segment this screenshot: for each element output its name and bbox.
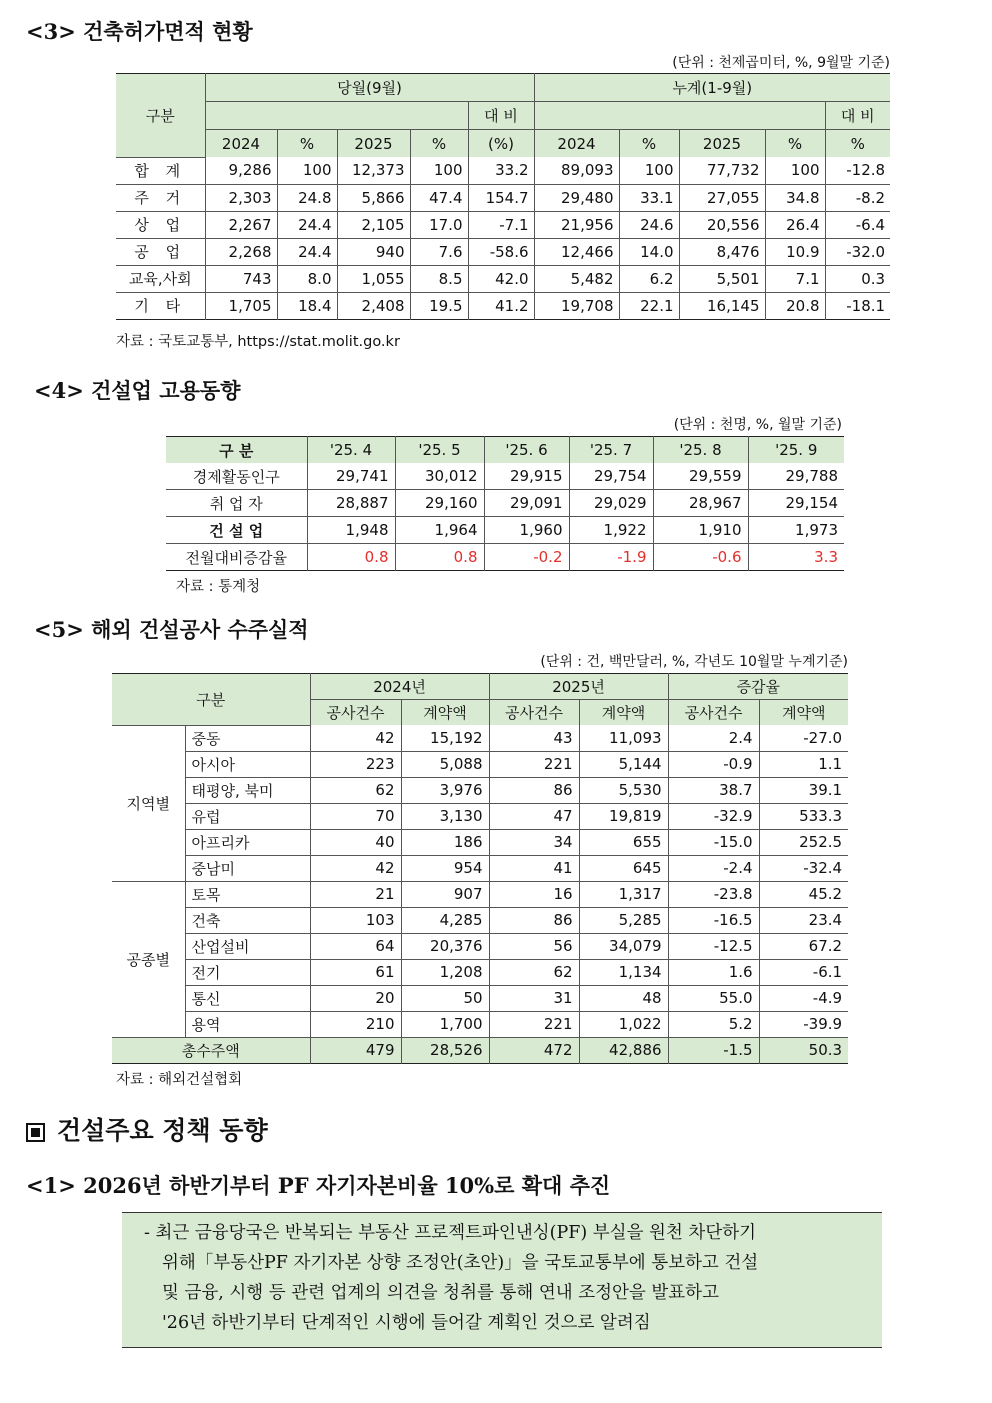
row-label: 취 업 자 [166, 490, 307, 517]
row-label: 중동 [185, 725, 310, 751]
table-cell: 29,788 [748, 463, 844, 490]
row-label: 산업설비 [185, 933, 310, 959]
policy-line: - 최근 금융당국은 반복되는 부동산 프로젝트파인낸싱(PF) 부실을 원천 차단하기 [144, 1223, 757, 1243]
policy-subtitle: <1> 2026년 하반기부터 PF 자기자본비율 10%로 확대 추진 [26, 1173, 611, 1198]
header-year-2025: 2025년 [489, 674, 668, 700]
table-cell: 5,144 [579, 751, 668, 777]
table-row [112, 1011, 848, 1037]
table-cell: 479 [310, 1037, 401, 1063]
header-daebi-pct: (%) [468, 130, 534, 158]
policy-title [26, 1111, 268, 1147]
table-cell: -16.5 [668, 907, 759, 933]
row-label: 합 계 [116, 157, 205, 184]
table-cell: 77,732 [679, 157, 765, 184]
table-cell: 23.4 [759, 907, 848, 933]
table-cell: 86 [489, 777, 579, 803]
table-cell: 1.1 [759, 751, 848, 777]
header-pct: % [765, 130, 825, 158]
table-cell: 907 [401, 881, 489, 907]
table-cell: 42 [310, 855, 401, 881]
section-3-title: <3> 건축허가면적 현황 [26, 19, 253, 44]
table-cell: 1,910 [653, 517, 748, 544]
header-2025: 2025 [679, 130, 765, 158]
row-label: 기 타 [116, 292, 205, 319]
table-header: '25. 9 [748, 437, 844, 464]
table-cell: -58.6 [468, 238, 534, 265]
table-cell: 2,267 [205, 211, 277, 238]
filled-square-icon [26, 1123, 45, 1142]
table-cell: 29,559 [653, 463, 748, 490]
row-label: 상 업 [116, 211, 205, 238]
table-cell: 48 [579, 985, 668, 1011]
row-label: 교육,사회 [116, 265, 205, 292]
table-cell: -1.9 [569, 544, 653, 571]
header-daebi-cum: 대 비 [825, 102, 890, 130]
table-cell: 5,088 [401, 751, 489, 777]
header-2025: 2025 [337, 130, 410, 158]
section-4-title: <4> 건설업 고용동향 [34, 378, 241, 403]
table-cell: -32.4 [759, 855, 848, 881]
table-subheader: 공사건수 [668, 700, 759, 726]
table-cell: 42,886 [579, 1037, 668, 1063]
table-cell: 1,922 [569, 517, 653, 544]
header-2024: 2024 [205, 130, 277, 158]
header-2024: 2024 [534, 130, 619, 158]
header-change: 증감율 [668, 674, 848, 700]
table-cell: 1.6 [668, 959, 759, 985]
table-cell: 1,705 [205, 292, 277, 319]
table-cell: 20,556 [679, 211, 765, 238]
table-cell: -7.1 [468, 211, 534, 238]
header-daebi-month: 대 비 [468, 102, 534, 130]
table-cell: 19,819 [579, 803, 668, 829]
row-label: 아프리카 [185, 829, 310, 855]
table-cell: 39.1 [759, 777, 848, 803]
section-3-unit: (단위 : 천제곱미터, %, 9월말 기준) [672, 55, 890, 71]
table-cell: 22.1 [619, 292, 679, 319]
table-cell: -39.9 [759, 1011, 848, 1037]
group-label: 공종별 [112, 881, 185, 1037]
table-cell: 1,134 [579, 959, 668, 985]
table-cell: 4,285 [401, 907, 489, 933]
table-row [112, 777, 848, 803]
row-label: 유럽 [185, 803, 310, 829]
table-row [166, 544, 844, 571]
row-label: 전월대비증감율 [166, 544, 307, 571]
table-cell: -0.6 [653, 544, 748, 571]
table-cell: 70 [310, 803, 401, 829]
table-cell: 5,482 [534, 265, 619, 292]
table-cell: 29,915 [484, 463, 569, 490]
table-row [112, 907, 848, 933]
section-5-unit: (단위 : 건, 백만달러, %, 각년도 10월말 누계기준) [540, 654, 848, 670]
table-cell: 24.8 [277, 184, 337, 211]
table-cell: 26.4 [765, 211, 825, 238]
table-cell: 16 [489, 881, 579, 907]
table-cell: 16,145 [679, 292, 765, 319]
table-cell: 7.1 [765, 265, 825, 292]
row-label: 건 설 업 [166, 517, 307, 544]
table-cell: 3,130 [401, 803, 489, 829]
table-cell: 3.3 [748, 544, 844, 571]
table-cell: 5,285 [579, 907, 668, 933]
table-row [116, 157, 890, 184]
table-cell: 24.4 [277, 238, 337, 265]
section-3-source: 자료 : 국토교통부, https://stat.molit.go.kr [116, 334, 400, 350]
policy-line: 및 금융, 시행 등 관련 업계의 의견을 청취를 통해 연내 조정안을 발표하고 [162, 1283, 719, 1303]
table-cell: 40 [310, 829, 401, 855]
table-cell: 38.7 [668, 777, 759, 803]
table-cell: 89,093 [534, 157, 619, 184]
table-cell: 29,160 [395, 490, 484, 517]
table-cell: -6.1 [759, 959, 848, 985]
header-year-2024: 2024년 [310, 674, 489, 700]
table-cell: -12.8 [825, 157, 890, 184]
table-cell: 1,055 [337, 265, 410, 292]
table-cell: -8.2 [825, 184, 890, 211]
table-cell: 11,093 [579, 725, 668, 751]
table-cell: 1,317 [579, 881, 668, 907]
table-cell: 29,480 [534, 184, 619, 211]
overseas-orders-table [112, 673, 848, 1064]
policy-summary-box [122, 1212, 882, 1348]
table-cell: 33.2 [468, 157, 534, 184]
table-cell: 1,960 [484, 517, 569, 544]
policy-line: '26년 하반기부터 단계적인 시행에 들어갈 계획인 것으로 알려짐 [162, 1313, 651, 1333]
table-cell: 7.6 [410, 238, 468, 265]
table-cell: 221 [489, 751, 579, 777]
table-cell: 61 [310, 959, 401, 985]
row-label: 통신 [185, 985, 310, 1011]
row-label: 용역 [185, 1011, 310, 1037]
section-5-source: 자료 : 해외건설협회 [116, 1072, 243, 1088]
table-cell: 2.4 [668, 725, 759, 751]
header-gubun: 구분 [112, 674, 310, 726]
table-cell: -18.1 [825, 292, 890, 319]
table-cell: 41 [489, 855, 579, 881]
table-cell: 41.2 [468, 292, 534, 319]
row-label: 경제활동인구 [166, 463, 307, 490]
table-cell: -23.8 [668, 881, 759, 907]
table-cell: 86 [489, 907, 579, 933]
header-pct: % [619, 130, 679, 158]
header-month: 당월(9월) [205, 74, 534, 102]
table-row [116, 292, 890, 319]
row-label: 전기 [185, 959, 310, 985]
table-cell: -32.0 [825, 238, 890, 265]
policy-line: 위해「부동산PF 자기자본 상향 조정안(초안)」을 국토교통부에 통보하고 건설 [162, 1253, 759, 1273]
table-cell: 19.5 [410, 292, 468, 319]
table-row [166, 490, 844, 517]
row-label: 토목 [185, 881, 310, 907]
table-cell: 27,055 [679, 184, 765, 211]
table-cell: 9,286 [205, 157, 277, 184]
table-row [116, 238, 890, 265]
table-cell: 20,376 [401, 933, 489, 959]
table-cell: 15,192 [401, 725, 489, 751]
table-cell: 3,976 [401, 777, 489, 803]
table-row [112, 959, 848, 985]
table-cell: 2,408 [337, 292, 410, 319]
section-5-title: <5> 해외 건설공사 수주실적 [34, 617, 309, 642]
table-cell: 1,022 [579, 1011, 668, 1037]
table-cell: 29,741 [307, 463, 395, 490]
table-header: '25. 6 [484, 437, 569, 464]
table-row [112, 985, 848, 1011]
table-row [112, 881, 848, 907]
table-cell: 34,079 [579, 933, 668, 959]
table-cell: 29,091 [484, 490, 569, 517]
table-cell: 56 [489, 933, 579, 959]
policy-title-text: 건설주요 정책 동향 [57, 1116, 268, 1145]
table-cell: 1,973 [748, 517, 844, 544]
table-cell: 1,948 [307, 517, 395, 544]
table-cell: 6.2 [619, 265, 679, 292]
table-cell: 252.5 [759, 829, 848, 855]
table-cell: 186 [401, 829, 489, 855]
table-cell: 34 [489, 829, 579, 855]
table-cell: 62 [489, 959, 579, 985]
table-header: '25. 5 [395, 437, 484, 464]
table-header: '25. 4 [307, 437, 395, 464]
header-pct: % [277, 130, 337, 158]
table-cell: 743 [205, 265, 277, 292]
table-cell: 0.3 [825, 265, 890, 292]
table-cell: 100 [277, 157, 337, 184]
header-pct: % [410, 130, 468, 158]
table-cell: -0.2 [484, 544, 569, 571]
table-cell: 28,887 [307, 490, 395, 517]
table-cell: 50.3 [759, 1037, 848, 1063]
table-row [166, 463, 844, 490]
table-cell: 2,105 [337, 211, 410, 238]
header-blank [205, 102, 468, 130]
table-header: 구 분 [166, 437, 307, 464]
table-cell: 645 [579, 855, 668, 881]
row-label: 총수주액 [112, 1037, 310, 1063]
header-cumulative: 누계(1-9월) [534, 74, 890, 102]
table-row [116, 265, 890, 292]
table-row [112, 855, 848, 881]
row-label: 아시아 [185, 751, 310, 777]
table-cell: 45.2 [759, 881, 848, 907]
table-cell: 954 [401, 855, 489, 881]
table-cell: 67.2 [759, 933, 848, 959]
total-row [112, 1037, 848, 1063]
table-cell: 34.8 [765, 184, 825, 211]
table-cell: 55.0 [668, 985, 759, 1011]
table-cell: 5.2 [668, 1011, 759, 1037]
table-row [166, 517, 844, 544]
table-cell: 154.7 [468, 184, 534, 211]
table-cell: 31 [489, 985, 579, 1011]
table-cell: 8.0 [277, 265, 337, 292]
table-row [112, 803, 848, 829]
table-cell: 28,967 [653, 490, 748, 517]
table-row [112, 933, 848, 959]
table-subheader: 계약액 [401, 700, 489, 726]
row-label: 주 거 [116, 184, 205, 211]
table-cell: 221 [489, 1011, 579, 1037]
construction-employment-table [166, 436, 844, 571]
table-cell: 940 [337, 238, 410, 265]
table-cell: -4.9 [759, 985, 848, 1011]
table-cell: 33.1 [619, 184, 679, 211]
table-cell: -1.5 [668, 1037, 759, 1063]
table-cell: 29,754 [569, 463, 653, 490]
table-cell: -6.4 [825, 211, 890, 238]
table-row [112, 829, 848, 855]
table-cell: 64 [310, 933, 401, 959]
table-cell: -27.0 [759, 725, 848, 751]
table-subheader: 계약액 [759, 700, 848, 726]
section-4-source: 자료 : 통계청 [176, 579, 261, 595]
table-cell: 210 [310, 1011, 401, 1037]
table-cell: 42.0 [468, 265, 534, 292]
table-cell: -12.5 [668, 933, 759, 959]
table-cell: 50 [401, 985, 489, 1011]
table-cell: 0.8 [307, 544, 395, 571]
table-row [116, 184, 890, 211]
table-cell: 14.0 [619, 238, 679, 265]
table-cell: -32.9 [668, 803, 759, 829]
table-cell: 1,964 [395, 517, 484, 544]
row-label: 중남미 [185, 855, 310, 881]
table-cell: 29,154 [748, 490, 844, 517]
header-daebi-pct: % [825, 130, 890, 158]
table-cell: 30,012 [395, 463, 484, 490]
table-row [112, 725, 848, 751]
table-cell: 24.4 [277, 211, 337, 238]
table-cell: 47.4 [410, 184, 468, 211]
table-cell: 10.9 [765, 238, 825, 265]
section-4-unit: (단위 : 천명, %, 월말 기준) [673, 417, 842, 433]
table-cell: 24.6 [619, 211, 679, 238]
table-subheader: 공사건수 [489, 700, 579, 726]
table-cell: 29,029 [569, 490, 653, 517]
table-cell: 47 [489, 803, 579, 829]
row-label: 공 업 [116, 238, 205, 265]
table-cell: 42 [310, 725, 401, 751]
table-subheader: 계약액 [579, 700, 668, 726]
header-gubun: 구분 [116, 74, 205, 158]
table-cell: 2,268 [205, 238, 277, 265]
table-cell: 472 [489, 1037, 579, 1063]
table-cell: 1,700 [401, 1011, 489, 1037]
table-cell: 0.8 [395, 544, 484, 571]
table-cell: 1,208 [401, 959, 489, 985]
table-cell: 100 [619, 157, 679, 184]
table-cell: 533.3 [759, 803, 848, 829]
table-cell: 103 [310, 907, 401, 933]
table-cell: 21 [310, 881, 401, 907]
table-header: '25. 7 [569, 437, 653, 464]
table-cell: 62 [310, 777, 401, 803]
building-permit-table [116, 73, 890, 320]
table-cell: 100 [410, 157, 468, 184]
row-label: 건축 [185, 907, 310, 933]
table-row [116, 211, 890, 238]
table-cell: 5,501 [679, 265, 765, 292]
table-cell: 5,530 [579, 777, 668, 803]
table-subheader: 공사건수 [310, 700, 401, 726]
table-cell: 655 [579, 829, 668, 855]
table-cell: 100 [765, 157, 825, 184]
table-cell: 5,866 [337, 184, 410, 211]
table-header: '25. 8 [653, 437, 748, 464]
table-cell: 12,373 [337, 157, 410, 184]
table-cell: 21,956 [534, 211, 619, 238]
table-cell: -2.4 [668, 855, 759, 881]
group-label: 지역별 [112, 725, 185, 881]
table-cell: -15.0 [668, 829, 759, 855]
table-cell: -0.9 [668, 751, 759, 777]
table-cell: 20 [310, 985, 401, 1011]
table-cell: 28,526 [401, 1037, 489, 1063]
row-label: 태평양, 북미 [185, 777, 310, 803]
table-cell: 12,466 [534, 238, 619, 265]
table-cell: 18.4 [277, 292, 337, 319]
table-cell: 8.5 [410, 265, 468, 292]
table-cell: 43 [489, 725, 579, 751]
table-row [112, 751, 848, 777]
table-cell: 8,476 [679, 238, 765, 265]
table-cell: 223 [310, 751, 401, 777]
header-blank [534, 102, 825, 130]
table-cell: 17.0 [410, 211, 468, 238]
table-cell: 19,708 [534, 292, 619, 319]
table-cell: 20.8 [765, 292, 825, 319]
table-cell: 2,303 [205, 184, 277, 211]
